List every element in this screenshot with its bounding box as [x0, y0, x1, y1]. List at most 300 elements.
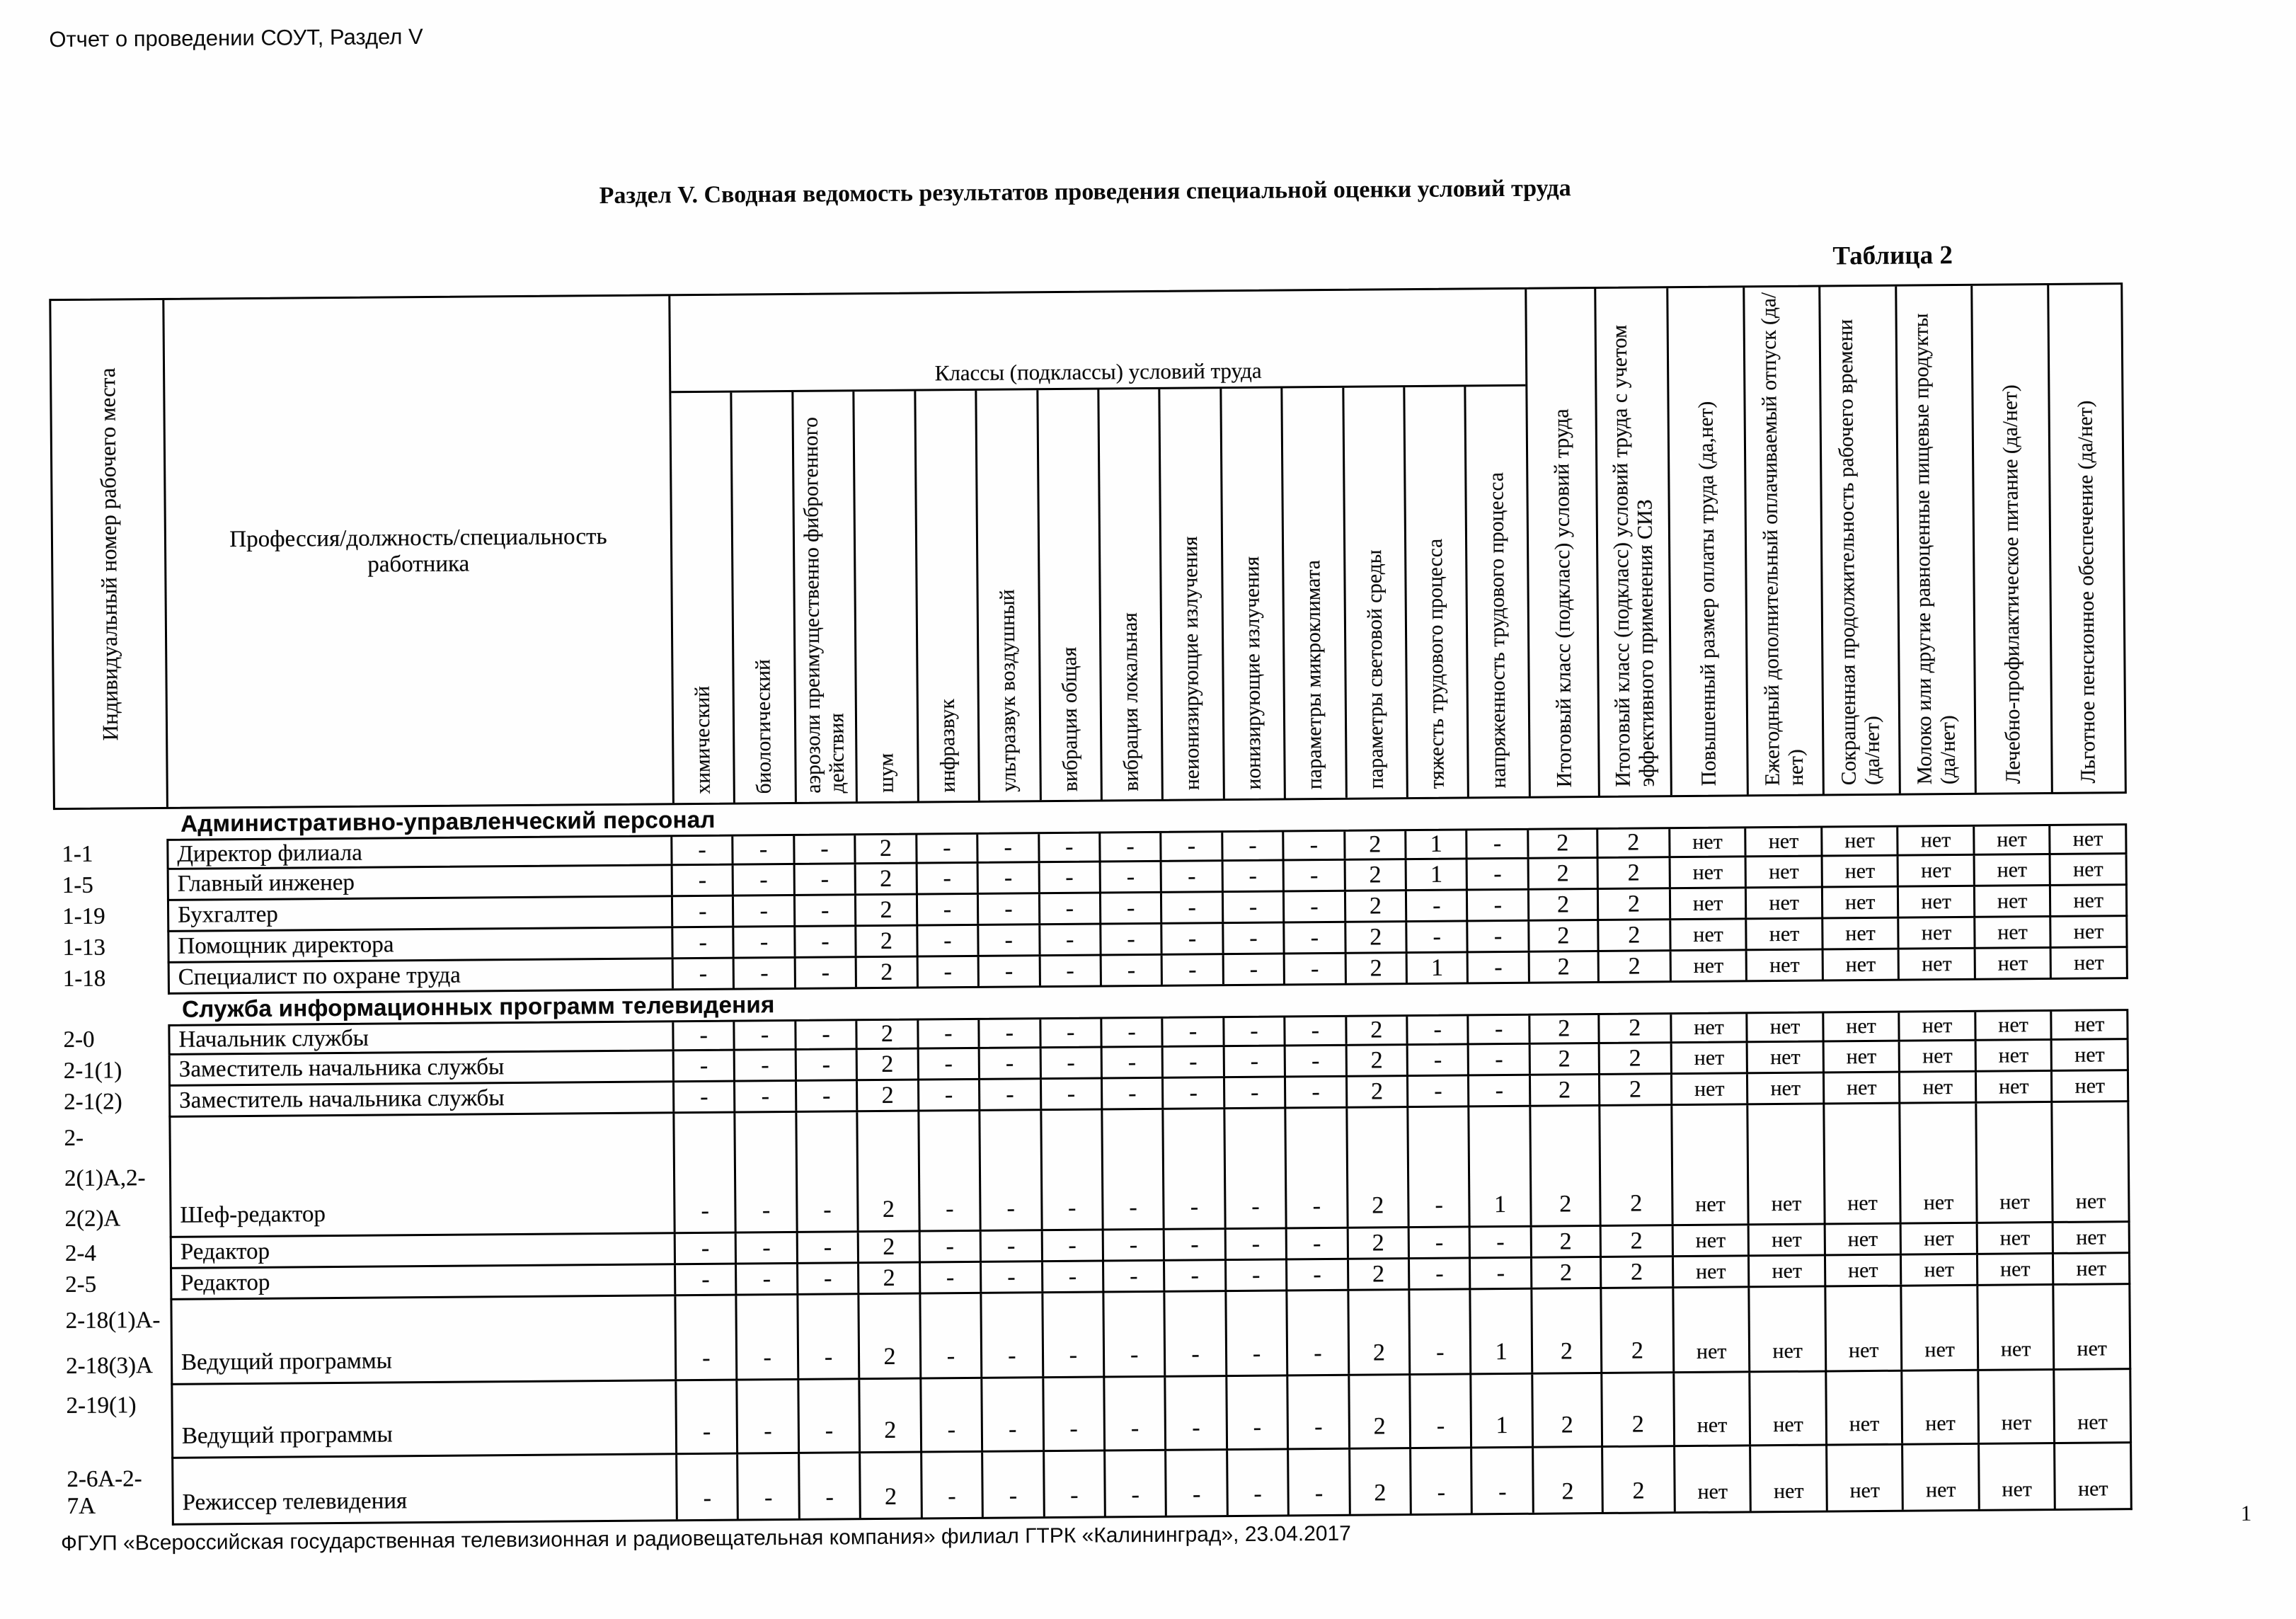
- profession-cell: Шеф-редактор: [171, 1114, 675, 1236]
- value-cell: -: [674, 1022, 735, 1050]
- value-cell: -: [1104, 1262, 1166, 1291]
- value-cell: 2: [1598, 829, 1670, 857]
- value-cell: 2: [1602, 1373, 1675, 1446]
- value-cell: -: [1411, 1448, 1473, 1514]
- value-cell: 2: [1530, 952, 1600, 982]
- value-cell: нет: [1901, 1104, 1978, 1223]
- factor-label: вибрация локальная: [1118, 612, 1143, 791]
- value-cell: -: [1411, 1375, 1472, 1447]
- value-cell: -: [979, 863, 1040, 893]
- value-cell: -: [918, 895, 980, 925]
- value-cell: -: [1102, 956, 1164, 985]
- value-cell: 2: [1532, 1227, 1602, 1257]
- value-cell: -: [1469, 1076, 1531, 1106]
- value-cell: 2: [1529, 859, 1598, 888]
- row-box: [168, 1102, 2130, 1238]
- value-cell: -: [1227, 1376, 1289, 1448]
- factor-label: неионизирующие излучения: [1179, 536, 1205, 791]
- value-cell: -: [1040, 863, 1101, 893]
- value-cell: нет: [1826, 1256, 1902, 1286]
- profession-cell: Заместитель начальника службы: [171, 1082, 675, 1116]
- value-cell: -: [734, 865, 796, 895]
- value-cell: -: [737, 1295, 799, 1379]
- benefit-label: Ежегодный дополнительный оплачиваемый отпуск (да/нет): [1757, 292, 1808, 786]
- value-cell: -: [675, 1082, 736, 1112]
- value-cell: -: [1103, 1048, 1164, 1077]
- value-cell: 2: [859, 1232, 921, 1262]
- table-row: [57, 1285, 2131, 1386]
- value-cell: -: [922, 1453, 984, 1518]
- value-cell: 2: [1532, 1289, 1602, 1373]
- value-cell: нет: [2076, 1225, 2106, 1249]
- value-cell: 1: [1470, 1107, 1532, 1226]
- value-cell: -: [1286, 1046, 1348, 1076]
- factor-header-intensity: [1466, 387, 1529, 797]
- value-cell: нет: [1674, 1225, 1750, 1255]
- value-cell: 2: [1599, 889, 1671, 919]
- factor-label: ионизирующие излучения: [1241, 556, 1265, 790]
- factor-header-aerosols: [793, 391, 858, 802]
- value-cell: -: [1101, 925, 1163, 954]
- value-cell: нет: [1747, 828, 1823, 856]
- value-cell: -: [673, 866, 735, 896]
- value-cell: -: [1469, 922, 1530, 951]
- value-cell: -: [1101, 833, 1162, 861]
- table-body: [53, 794, 2133, 1526]
- value-cell: нет: [1899, 856, 1975, 886]
- value-cell: -: [1165, 1230, 1227, 1259]
- value-cell: -: [1287, 1260, 1349, 1290]
- table-header: [49, 282, 2127, 810]
- value-cell: -: [673, 928, 735, 958]
- value-cell: -: [1468, 891, 1529, 920]
- row-id: 2-6А-2- 7А: [67, 1466, 142, 1520]
- table-row: [55, 1102, 2130, 1239]
- value-cell: -: [1044, 1378, 1106, 1451]
- value-cell: 2: [859, 1112, 921, 1231]
- table-caption: Таблица 2: [1832, 241, 1953, 271]
- value-cell: -: [799, 1380, 861, 1452]
- col-header-increased-pay: [1668, 287, 1748, 795]
- value-cell: нет: [1672, 1105, 1750, 1224]
- profession-cell: Ведущий программы: [173, 1381, 677, 1457]
- value-cell: нет: [1900, 1041, 1977, 1071]
- value-cell: нет: [2073, 857, 2103, 881]
- value-cell: -: [735, 1022, 797, 1049]
- factor-header-light: [1344, 387, 1408, 798]
- value-cell: -: [979, 925, 1040, 955]
- value-cell: -: [1162, 893, 1224, 922]
- value-cell: нет: [2074, 950, 2104, 975]
- value-cell: -: [919, 1080, 981, 1110]
- value-cell: -: [1473, 1448, 1534, 1514]
- value-cell: -: [1225, 1077, 1287, 1107]
- value-cell: нет: [1900, 918, 1976, 948]
- value-cell: нет: [1670, 857, 1747, 887]
- value-cell: -: [919, 1049, 980, 1079]
- profession-cell: Начальник службы: [170, 1022, 674, 1053]
- value-cell: 2: [861, 1380, 922, 1452]
- value-cell: -: [1040, 834, 1101, 862]
- value-cell: нет: [2074, 1012, 2105, 1036]
- value-cell: -: [1223, 861, 1285, 891]
- value-cell: 2: [1602, 1288, 1675, 1372]
- value-cell: -: [917, 835, 979, 862]
- page-title: Раздел V. Сводная ведомость результатов проведения специальной оценки условий труда: [599, 175, 1571, 210]
- profession-cell: Ведущий программы: [172, 1296, 677, 1383]
- value-cell: -: [735, 959, 796, 988]
- value-cell: -: [1469, 1045, 1531, 1075]
- value-cell: нет: [1900, 1072, 1977, 1102]
- value-cell: нет: [1900, 949, 1976, 979]
- value-cell: нет: [1747, 888, 1823, 918]
- profession-cell: Бухгалтер: [169, 897, 673, 930]
- value-cell: -: [1287, 1229, 1349, 1259]
- value-cell: 2: [1347, 1017, 1408, 1044]
- profession-cell: Режиссер телевидения: [173, 1455, 678, 1523]
- profession-cell: Директор филиала: [168, 837, 672, 868]
- value-cell: 2: [1602, 1226, 1674, 1256]
- value-cell: нет: [1975, 826, 2051, 854]
- col-header-final-class-label: Итоговый класс (подкласс) условий труда: [1549, 408, 1576, 788]
- factor-label: химический: [691, 686, 715, 795]
- value-cell: нет: [1672, 1014, 1748, 1041]
- factor-label: тяжесть трудового процесса: [1424, 538, 1449, 789]
- value-cell: нет: [1975, 949, 2052, 978]
- value-cell: -: [796, 1021, 858, 1048]
- value-cell: нет: [1975, 917, 2052, 947]
- value-cell: 2: [1348, 1108, 1410, 1227]
- value-cell: -: [1162, 862, 1224, 891]
- value-cell: 2: [858, 1050, 919, 1080]
- factor-label: инфразвук: [936, 698, 960, 793]
- value-cell: 2: [1532, 1258, 1602, 1288]
- value-cell: -: [980, 1019, 1041, 1047]
- footer-note: ФГУП «Всероссийская государственная телевизионная и радиовещательная компания» филиал ГТРК «Калининград», 23.04.2017: [60, 1521, 1352, 1556]
- value-cell: -: [798, 1232, 860, 1262]
- value-cell: -: [735, 1082, 797, 1111]
- value-cell: нет: [1671, 920, 1747, 949]
- value-cell: нет: [2073, 888, 2104, 913]
- factor-label: напряженность трудового процесса: [1484, 471, 1510, 789]
- profession-cell: Заместитель начальника службы: [171, 1051, 675, 1085]
- profession-cell: Помощник директора: [169, 928, 673, 961]
- value-cell: нет: [1903, 1371, 1980, 1443]
- value-cell: -: [1163, 924, 1224, 954]
- group-header: Служба информационных программ телевидения: [182, 991, 775, 1022]
- value-cell: нет: [1826, 1225, 1902, 1254]
- benefit-label: Молоко или другие равноценные пищевые продукты (да/нет): [1910, 313, 1961, 785]
- value-cell: 2: [856, 896, 918, 925]
- value-cell: -: [1040, 925, 1102, 955]
- value-cell: -: [1286, 1017, 1348, 1045]
- value-cell: нет: [1902, 1286, 1979, 1370]
- value-cell: 2: [861, 1453, 922, 1518]
- factor-label: биологический: [752, 658, 776, 794]
- value-cell: -: [1041, 1048, 1103, 1078]
- value-cell: -: [737, 1264, 798, 1294]
- value-cell: -: [675, 1051, 736, 1081]
- value-cell: нет: [2077, 1337, 2108, 1361]
- factor-header-vibration-general: [1038, 390, 1103, 801]
- value-cell: -: [1166, 1377, 1228, 1449]
- value-cell: -: [800, 1453, 861, 1518]
- value-cell: -: [798, 1264, 860, 1293]
- value-cell: -: [739, 1454, 800, 1519]
- value-cell: -: [1040, 894, 1101, 924]
- factor-label: шум: [875, 753, 899, 794]
- value-cell: -: [1410, 1228, 1471, 1257]
- factor-header-microclimate: [1283, 388, 1348, 799]
- value-cell: 2: [858, 1021, 919, 1048]
- value-cell: -: [919, 1020, 980, 1048]
- value-cell: 2: [856, 835, 918, 863]
- value-cell: 2: [1348, 1077, 1409, 1106]
- value-cell: -: [980, 1080, 1042, 1109]
- col-header-preferential-pension: [2049, 285, 2125, 792]
- value-cell: -: [982, 1262, 1043, 1292]
- value-cell: 2: [1533, 1374, 1603, 1446]
- value-cell: -: [795, 835, 856, 863]
- value-cell: -: [1104, 1293, 1166, 1376]
- value-cell: -: [735, 1051, 797, 1080]
- factor-label: ультразвук воздушный: [996, 589, 1021, 792]
- value-cell: нет: [1675, 1446, 1752, 1511]
- value-cell: нет: [1825, 1073, 1901, 1103]
- value-cell: нет: [2072, 827, 2103, 851]
- value-cell: -: [675, 1114, 737, 1232]
- value-cell: -: [1105, 1378, 1166, 1450]
- value-cell: -: [1102, 1019, 1164, 1046]
- value-cell: -: [676, 1234, 737, 1264]
- value-cell: -: [796, 958, 857, 988]
- value-cell: -: [737, 1233, 798, 1263]
- value-cell: нет: [1670, 828, 1747, 856]
- value-cell: -: [922, 1379, 983, 1451]
- value-cell: 2: [1345, 860, 1407, 890]
- value-cell: нет: [1750, 1256, 1826, 1286]
- value-cell: -: [982, 1378, 1044, 1451]
- value-cell: -: [1471, 1259, 1532, 1288]
- value-cell: 2: [1348, 1228, 1410, 1258]
- value-cell: -: [735, 927, 796, 957]
- factor-label: параметры микроклимата: [1302, 560, 1327, 790]
- value-cell: 2: [1602, 1257, 1674, 1287]
- col-header-extra-leave: [1745, 287, 1825, 795]
- value-cell: нет: [1977, 1103, 2054, 1222]
- value-cell: нет: [1899, 887, 1975, 917]
- value-cell: нет: [1978, 1254, 2055, 1284]
- value-cell: нет: [1900, 1012, 1977, 1040]
- col-header-reduced-hours: [1820, 287, 1900, 794]
- value-cell: нет: [2074, 1073, 2106, 1098]
- value-cell: -: [797, 1050, 859, 1080]
- value-cell: -: [1227, 1291, 1288, 1375]
- profession-cell: Специалист по охране труда: [170, 959, 674, 992]
- value-cell: -: [980, 1048, 1042, 1078]
- value-cell: -: [1285, 923, 1346, 953]
- value-cell: -: [673, 897, 735, 927]
- row-box: [170, 1285, 2131, 1385]
- row-id: 2- 2(1)А,2- 2(2)А: [64, 1125, 146, 1232]
- value-cell: нет: [1671, 888, 1747, 918]
- benefit-label: Лечебно-профилактическое питание (да/нет): [1998, 384, 2025, 784]
- row-id: 2-4: [64, 1240, 97, 1267]
- row-id: 1-18: [62, 966, 106, 992]
- value-cell: -: [983, 1452, 1045, 1517]
- row-id: 2-1(1): [63, 1058, 122, 1085]
- value-cell: 2: [1531, 1106, 1601, 1225]
- value-cell: -: [1223, 832, 1285, 859]
- factor-header-biological: [733, 392, 797, 803]
- value-cell: -: [738, 1380, 800, 1453]
- value-cell: -: [1041, 1019, 1103, 1047]
- value-cell: -: [676, 1296, 737, 1380]
- row-id: 2-18(1)А- 2-18(3)А: [65, 1307, 161, 1380]
- benefit-label: Сокращенная продолжительность рабочего времени (да/нет): [1834, 319, 1885, 786]
- factor-header-ultrasound: [977, 390, 1041, 801]
- value-cell: 2: [1531, 1044, 1600, 1074]
- value-cell: -: [1043, 1262, 1105, 1292]
- value-cell: 2: [1350, 1375, 1411, 1448]
- value-cell: -: [672, 837, 734, 864]
- factor-label: вибрация общая: [1057, 646, 1082, 791]
- value-cell: -: [1224, 954, 1285, 984]
- value-cell: -: [1408, 1045, 1470, 1075]
- value-cell: 2: [858, 1081, 919, 1111]
- value-cell: нет: [1826, 1287, 1902, 1371]
- value-cell: -: [1224, 1017, 1286, 1045]
- value-cell: -: [979, 894, 1040, 924]
- value-cell: нет: [1823, 950, 1900, 980]
- value-cell: -: [1043, 1231, 1104, 1261]
- value-cell: нет: [2074, 1042, 2105, 1067]
- value-cell: -: [1285, 954, 1347, 984]
- value-cell: -: [1224, 1046, 1286, 1076]
- factor-headers: [671, 387, 1529, 803]
- profession-cell: Главный инженер: [169, 866, 673, 899]
- value-cell: 2: [1603, 1447, 1676, 1512]
- value-cell: 2: [1529, 921, 1599, 951]
- value-cell: нет: [2076, 1256, 2107, 1281]
- value-cell: -: [921, 1294, 982, 1378]
- factor-header-nonionizing: [1161, 389, 1225, 799]
- col-header-therapeutic-food: [1973, 285, 2053, 793]
- value-cell: нет: [1977, 1072, 2053, 1102]
- value-cell: -: [1101, 862, 1163, 892]
- value-cell: нет: [1747, 951, 1824, 980]
- value-cell: нет: [1903, 1445, 1980, 1510]
- value-cell: нет: [1672, 951, 1748, 980]
- value-cell: -: [1226, 1229, 1287, 1259]
- value-cell: 2: [859, 1264, 921, 1293]
- value-cell: 2: [857, 958, 919, 988]
- value-cell: -: [1285, 892, 1346, 922]
- value-cell: -: [1284, 832, 1345, 859]
- factor-header-infrasound: [916, 391, 980, 801]
- value-cell: -: [1287, 1109, 1349, 1228]
- value-cell: 1: [1408, 953, 1469, 983]
- value-cell: -: [1289, 1450, 1350, 1515]
- value-cell: -: [1410, 1290, 1471, 1373]
- value-cell: -: [921, 1263, 982, 1293]
- value-cell: нет: [1977, 1041, 2053, 1070]
- value-cell: -: [1408, 1076, 1470, 1106]
- value-cell: -: [1106, 1451, 1167, 1516]
- value-cell: 1: [1472, 1375, 1534, 1447]
- group-header: Административно-управленческий персонал: [180, 806, 716, 837]
- row-id: 2-19(1): [66, 1392, 137, 1419]
- value-cell: 2: [1600, 1014, 1672, 1042]
- value-cell: 2: [1347, 1046, 1408, 1075]
- col-header-workplace-id-label: Индивидуальный номер рабочего места: [95, 367, 123, 741]
- value-cell: нет: [2073, 919, 2104, 944]
- factor-header-vibration-local: [1099, 389, 1164, 800]
- value-cell: -: [736, 1113, 798, 1232]
- value-cell: нет: [2077, 1477, 2108, 1501]
- value-cell: -: [734, 836, 796, 864]
- value-cell: нет: [1751, 1372, 1827, 1444]
- value-cell: -: [1469, 1016, 1531, 1043]
- value-cell: -: [674, 959, 735, 989]
- value-cell: -: [1408, 1016, 1469, 1043]
- header-note: Отчет о проведении СОУТ, Раздел V: [49, 24, 423, 52]
- factor-label: аэрозоли преимущественно фиброгенного действия: [799, 417, 849, 794]
- classes-group-label: Классы (подклассы) условий труда: [670, 290, 1525, 393]
- value-cell: -: [918, 926, 980, 956]
- value-cell: 2: [1598, 858, 1670, 888]
- row-id: 2-0: [63, 1026, 95, 1053]
- factor-header-ionizing: [1222, 388, 1286, 799]
- value-cell: нет: [1976, 1012, 2053, 1039]
- value-cell: -: [1103, 1110, 1165, 1229]
- value-cell: -: [734, 896, 796, 926]
- page-number: 1: [2240, 1500, 2252, 1526]
- value-cell: -: [1163, 955, 1224, 985]
- value-cell: нет: [1751, 1446, 1827, 1511]
- value-cell: 2: [1530, 1015, 1600, 1043]
- value-cell: -: [798, 1295, 860, 1378]
- value-cell: 2: [1349, 1291, 1411, 1374]
- value-cell: нет: [1674, 1288, 1750, 1371]
- value-cell: -: [796, 927, 857, 956]
- value-cell: -: [1164, 1109, 1227, 1228]
- row-id: 2-1(2): [64, 1089, 122, 1116]
- value-cell: -: [1285, 861, 1346, 891]
- value-cell: -: [796, 896, 857, 925]
- value-cell: нет: [1747, 920, 1824, 949]
- value-cell: -: [1289, 1376, 1350, 1448]
- value-cell: нет: [1749, 1105, 1826, 1224]
- value-cell: нет: [1975, 855, 2051, 885]
- value-cell: -: [1165, 1261, 1227, 1291]
- value-cell: нет: [2075, 1189, 2106, 1213]
- value-cell: нет: [1823, 828, 1899, 855]
- row-id: 1-13: [62, 934, 106, 961]
- value-cell: -: [1288, 1291, 1350, 1375]
- value-cell: нет: [1672, 1043, 1749, 1072]
- value-cell: -: [1227, 1260, 1288, 1290]
- value-cell: -: [1103, 1079, 1164, 1109]
- col-header-final-class-siz-label: Итоговый класс (подкласс) условий труда с учетом эффективного применения СИЗ: [1607, 324, 1659, 787]
- value-cell: -: [1224, 923, 1285, 953]
- value-cell: -: [1408, 1107, 1471, 1226]
- value-cell: нет: [1748, 1074, 1825, 1104]
- value-cell: -: [919, 1111, 982, 1230]
- value-cell: 2: [1600, 951, 1672, 981]
- value-cell: -: [1042, 1111, 1104, 1230]
- value-cell: нет: [1979, 1371, 2055, 1443]
